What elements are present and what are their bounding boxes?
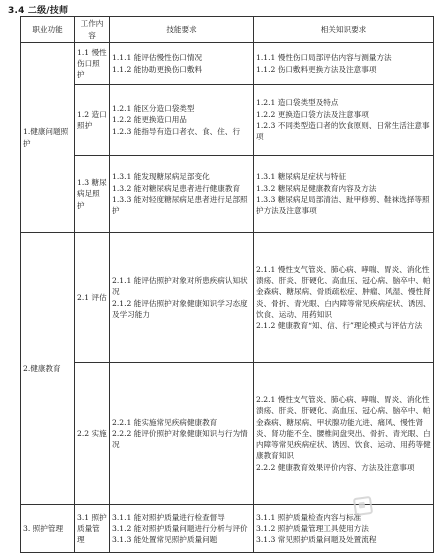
knowledge-line: 2.2.1 慢性支气管炎、肺心病、哮喘、胃炎、消化性溃疡、肝炎、肝硬化、高血压、冠心病、脑卒中、帕金森病、糖尿病、甲状腺功能亢进、痛风、慢性肾炎、肾功能不全、腰椎间盘突出、骨折、青光眼、白内障等常见疾病症状、诱因、饮食、运动、用药等健康教育知识 [256, 394, 431, 461]
skill-line: 1.1.1 能评估慢性伤口情况 [112, 53, 203, 63]
knowledge-line: 1.2.1 造口袋类型及特点 [256, 98, 339, 108]
knowledge-line: 3.1.2 照护质量管理工具使用方法 [256, 523, 369, 533]
section-heading: 3.4 二级/技师 [8, 6, 69, 16]
item-cell: 1.1 慢性伤口照护 [75, 43, 110, 85]
skill-line: 2.1.2 能评估照护对象健康知识学习态度及学习能力 [112, 298, 248, 319]
item-cell: 2.1 评估 [75, 233, 110, 363]
area-cell: 2.健康教育 [21, 233, 75, 505]
knowledge-line: 1.2.3 不同类型造口者的饮食原则、日常生活注意事项 [256, 121, 430, 142]
knowledge-cell [254, 233, 434, 363]
skill-line: 2.2.1 能实施常见疾病健康教育 [112, 417, 218, 427]
knowledge-line: 3.1.3 常见照护质量问题及处置流程 [256, 535, 377, 545]
knowledge-line: 1.2.2 更换造口袋方法及注意事项 [256, 109, 369, 119]
skill-line: 1.3.1 能发现糖尿病足部变化 [112, 172, 210, 182]
skills-cell [110, 156, 254, 233]
skill-line: 1.2.1 能区分造口袋类型 [112, 104, 195, 114]
table-row [21, 43, 434, 85]
table-row [21, 156, 434, 233]
skills-cell [110, 363, 254, 505]
competency-table [20, 16, 434, 553]
skills-cell [110, 505, 254, 553]
knowledge-line: 2.1.1 慢性支气管炎、肺心病、哮喘、胃炎、消化性溃疡、肝炎、肝硬化、高血压、冠心病、脑卒中、帕金森病、糖尿病、骨质疏松症、肿瘤、风湿、慢性肾炎、骨折、青光眼、白内障等常见疾病症状、诱因、饮食、运动、用药知识 [256, 264, 431, 319]
knowledge-line: 2.2.2 健康教育效果评价内容、方法及注意事项 [256, 462, 415, 472]
knowledge-cell [254, 505, 434, 553]
skill-line: 3.1.1 能对照护质量进行检查督导 [112, 512, 225, 522]
knowledge-line: 1.1.1 慢性伤口局部评估内容与测量方法 [256, 53, 392, 63]
skill-line: 2.2.2 能评价照护对象健康知识与行为情况 [112, 428, 248, 450]
skill-line: 1.3.3 能对轻度糖尿病足患者进行足部照护 [112, 195, 248, 216]
item-cell: 2.2 实施 [75, 363, 110, 505]
area-cell: 1.健康问题照护 [21, 43, 75, 233]
skill-line: 1.2.3 能指导有造口者衣、食、住、行 [112, 126, 241, 136]
table-header-row [21, 17, 434, 43]
skill-line: 1.3.2 能对糖尿病足患者进行健康教育 [112, 183, 241, 193]
skills-cell [110, 233, 254, 363]
knowledge-line: 3.1.1 照护质量检查内容与标准 [256, 512, 362, 522]
watermark-logo-icon [353, 496, 373, 516]
table-row [21, 233, 434, 363]
knowledge-cell [254, 43, 434, 85]
knowledge-line: 2.1.2 健康教育“知、信、行”理论模式与评估方法 [256, 321, 423, 331]
skill-line: 1.2.2 能更换造口用品 [112, 115, 187, 125]
knowledge-line: 1.3.3 糖尿病足局部清洁、趾甲修剪、鞋袜选择等照护方法及注意事项 [256, 195, 430, 216]
item-cell: 3.1 照护质量管理 [75, 505, 110, 553]
skills-cell [110, 85, 254, 156]
knowledge-line: 1.3.2 糖尿病足健康教育内容及方法 [256, 183, 377, 193]
header-skills: 技能要求 [110, 17, 254, 43]
table-row [21, 85, 434, 156]
header-item: 工作内容 [75, 17, 110, 43]
area-cell: 3. 照护管理 [21, 505, 75, 553]
item-cell: 1.2 造口照护 [75, 85, 110, 156]
knowledge-line: 1.1.2 伤口敷料更换方法及注意事项 [256, 64, 377, 74]
knowledge-line: 1.3.1 糖尿病足症状与特征 [256, 172, 347, 182]
knowledge-cell [254, 156, 434, 233]
item-cell: 1.3 糖尿病足照护 [75, 156, 110, 233]
table-row [21, 363, 434, 505]
skill-line: 1.1.2 能协助更换伤口敷料 [112, 64, 203, 74]
header-area: 职业功能 [21, 17, 75, 43]
knowledge-cell [254, 363, 434, 505]
knowledge-cell [254, 85, 434, 156]
header-knowledge: 相关知识要求 [254, 17, 434, 43]
skills-cell [110, 43, 254, 85]
skill-line: 2.1.1 能评估照护对象对所患疾病认知状况 [112, 275, 248, 297]
skill-line: 3.1.3 能处置常见照护质量问题 [112, 535, 218, 545]
skill-line: 3.1.2 能对照护质量问题进行分析与评价 [112, 523, 248, 533]
